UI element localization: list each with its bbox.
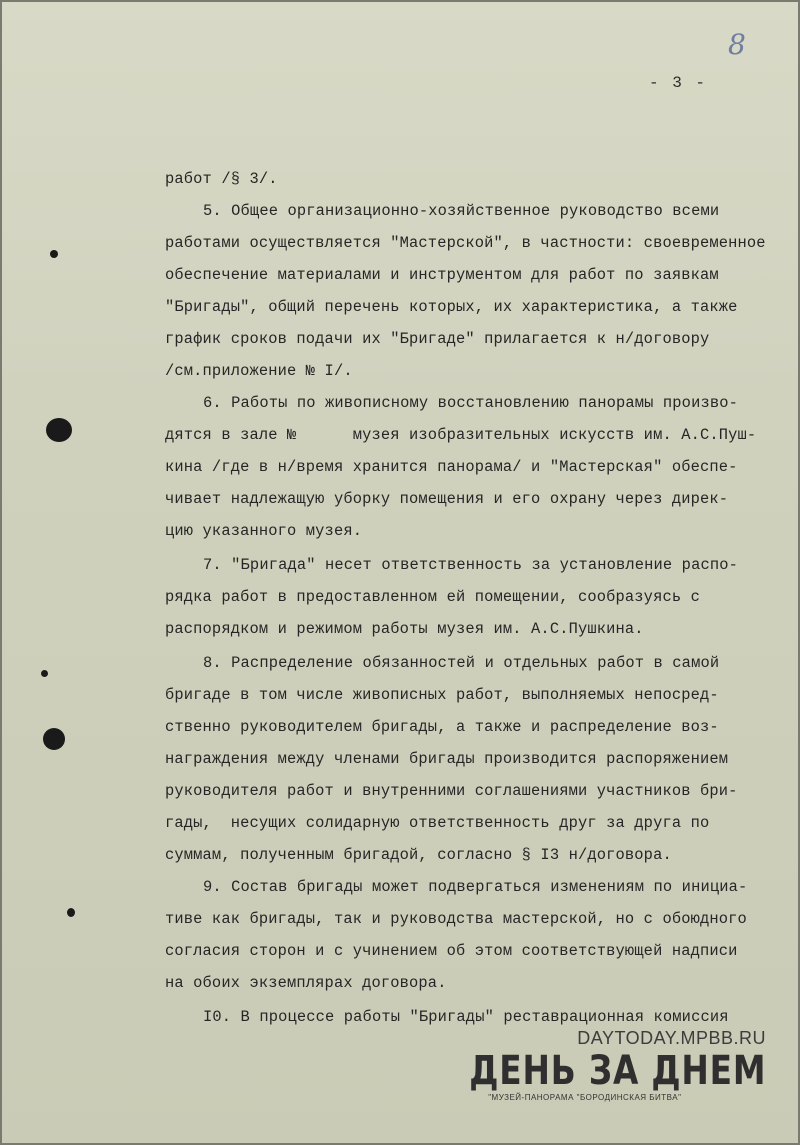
punch-hole xyxy=(43,728,65,750)
page-number: - 3 - xyxy=(649,74,708,92)
text-line: 7. "Бригада" несет ответственность за установление распо- xyxy=(203,556,738,574)
text-line: /см.приложение № I/. xyxy=(165,362,353,380)
watermark-subtitle: "МУЗЕЙ-ПАНОРАМА "БОРОДИНСКАЯ БИТВА" xyxy=(488,1093,682,1102)
text-line: суммам, полученным бригадой, согласно § I3 н/договора. xyxy=(165,846,672,864)
text-line: 5. Общее организационно-хозяйственное руководство всеми xyxy=(203,202,720,220)
text-line: награждения между членами бригады производится распоряжением xyxy=(165,750,729,768)
text-line: цию указанного музея. xyxy=(165,522,363,540)
text-line: работами осуществляется "Мастерской", в частности: своевременное xyxy=(165,234,766,252)
text-line: согласия сторон и с учинением об этом соответствующей надписи xyxy=(165,942,738,960)
punch-hole-mark xyxy=(67,908,75,917)
text-line: кина /где в н/время хранится панорама/ и "Мастерская" обеспе- xyxy=(165,458,738,476)
punch-hole xyxy=(46,418,72,442)
text-line: гады, несущих солидарную ответственность друг за друга по xyxy=(165,814,710,832)
text-line: чивает надлежащую уборку помещения и его охрану через дирек- xyxy=(165,490,729,508)
text-line: I0. В процессе работы "Бригады" реставрационная комиссия xyxy=(203,1008,729,1026)
watermark-url: DAYTODAY.MPBB.RU xyxy=(577,1028,766,1048)
text-line: график сроков подачи их "Бригаде" прилагается к н/договору xyxy=(165,330,710,348)
punch-hole-mark xyxy=(50,250,58,258)
text-line: 9. Состав бригады может подвергаться изменениям по инициа- xyxy=(203,878,748,896)
text-line: "Бригады", общий перечень которых, их характеристика, а также xyxy=(165,298,738,316)
watermark xyxy=(404,1028,766,1102)
text-line: распорядком и режимом работы музея им. А.С.Пушкина. xyxy=(165,620,644,638)
punch-hole-mark xyxy=(41,670,48,677)
watermark-logo: ДЕНЬ ЗА ДНЕМ xyxy=(468,1048,766,1094)
text-line: тиве как бригады, так и руководства мастерской, но с обоюдного xyxy=(165,910,747,928)
text-line: на обоих экземплярах договора. xyxy=(165,974,447,992)
text-line: обеспечение материалами и инструментом для работ по заявкам xyxy=(165,266,719,284)
text-line: 8. Распределение обязанностей и отдельных работ в самой xyxy=(203,654,720,672)
text-line: бригаде в том числе живописных работ, выполняемых непосред- xyxy=(165,686,719,704)
text-line: дятся в зале № музея изобразительных искусств им. А.С.Пуш- xyxy=(165,426,757,444)
text-line: ственно руководителем бригады, а также и распределение воз- xyxy=(165,718,719,736)
text-line: руководителя работ и внутренними соглашениями участников бри- xyxy=(165,782,738,800)
text-line: 6. Работы по живописному восстановлению панорамы произво- xyxy=(203,394,738,412)
text-line: работ /§ 3/. xyxy=(165,170,278,188)
text-line: рядка работ в предоставленном ей помещении, сообразуясь с xyxy=(165,588,700,606)
handwritten-page-mark: 8 xyxy=(728,28,746,61)
